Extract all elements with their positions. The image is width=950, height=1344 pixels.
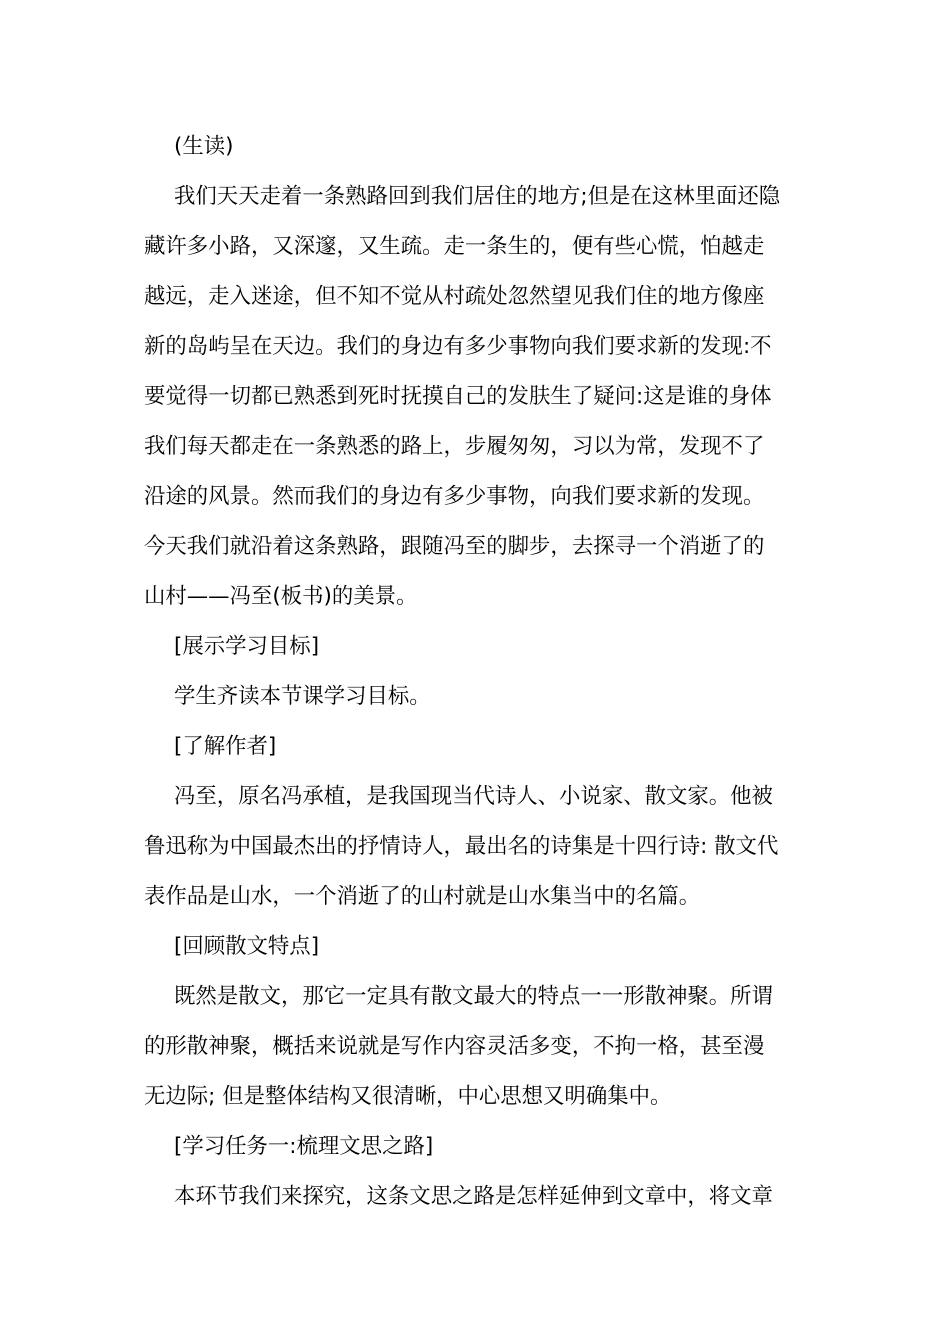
paragraph-line: 无边际; 但是整体结构又很清晰，中心思想又明确集中。 bbox=[144, 1084, 672, 1109]
section-heading: [了解作者] bbox=[174, 734, 277, 759]
paragraph-line: 新的岛屿呈在天边。我们的身边有多少事物向我们要求新的发现:不 bbox=[144, 334, 772, 359]
paragraph-line: 要觉得一切都已熟悉到死时抚摸自己的发肤生了疑问:这是谁的身体 bbox=[144, 384, 772, 409]
paragraph-line: 既然是散文，那它一定具有散文最大的特点一一形散神聚。所谓 bbox=[174, 984, 773, 1009]
paragraph-line: 冯至，原名冯承植，是我国现当代诗人、小说家、散文家。他被 bbox=[174, 784, 773, 809]
document-page bbox=[144, 122, 806, 1222]
paragraph-line: 的形散神聚，概括来说就是写作内容灵活多变，不拘一格，甚至漫 bbox=[144, 1034, 765, 1059]
section-heading: [展示学习目标] bbox=[174, 634, 320, 659]
paragraph-line: 我们每天都走在一条熟悉的路上，步履匆匆，习以为常，发现不了 bbox=[144, 434, 765, 459]
paragraph-line: 今天我们就沿着这条熟路，跟随冯至的脚步，去探寻一个消逝了的 bbox=[144, 534, 765, 559]
paragraph-line: 藏许多小路，又深邃，又生疏。走一条生的，便有些心慌，怕越走 bbox=[144, 234, 765, 259]
paragraph-line: 山村——冯至(板书)的美景。 bbox=[144, 584, 418, 609]
paragraph-line: 我们天天走着一条熟路回到我们居住的地方;但是在这林里面还隐 bbox=[174, 184, 781, 209]
paragraph-line: 鲁迅称为中国最杰出的抒情诗人，最出名的诗集是十四行诗: 散文代 bbox=[144, 834, 779, 859]
paragraph-line: 表作品是山水，一个消逝了的山村就是山水集当中的名篇。 bbox=[144, 884, 701, 909]
paragraph-line: (生读) bbox=[174, 134, 234, 159]
section-heading: [学习任务一:梳理文思之路] bbox=[174, 1134, 434, 1159]
paragraph-line: 沿途的风景。然而我们的身边有多少事物，向我们要求新的发现。 bbox=[144, 484, 765, 509]
section-heading: [回顾散文特点] bbox=[174, 934, 320, 959]
paragraph-line: 越远，走入迷途，但不知不觉从村疏处忽然望见我们住的地方像座 bbox=[144, 284, 765, 309]
paragraph-line: 学生齐读本节课学习目标。 bbox=[174, 684, 431, 709]
paragraph-line: 本环节我们来探究，这条文思之路是怎样延伸到文章中，将文章 bbox=[174, 1184, 773, 1209]
